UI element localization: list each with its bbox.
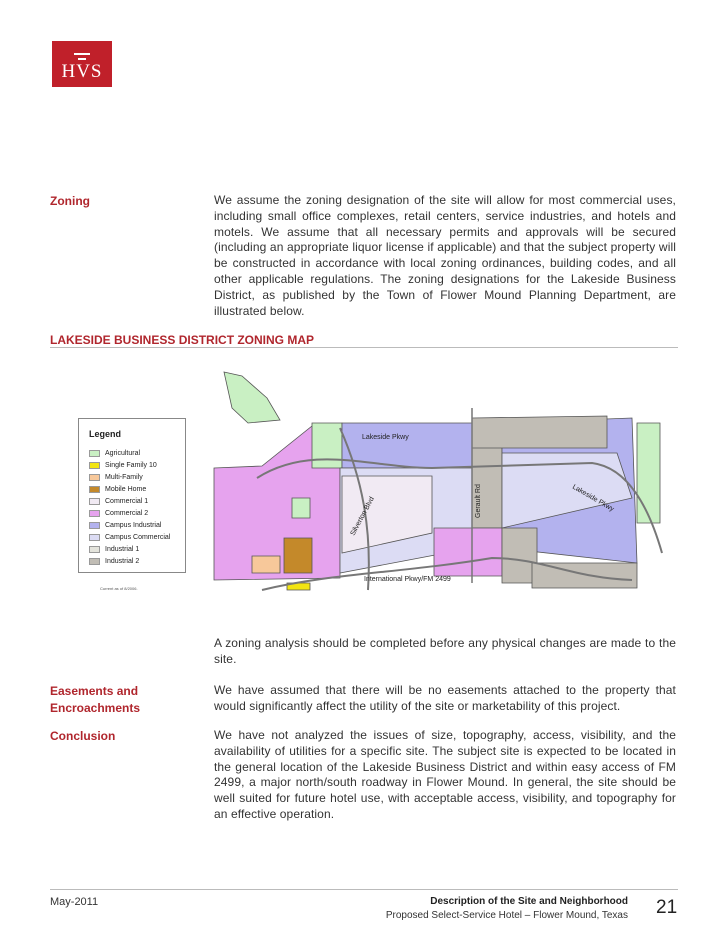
legend-item [89,449,140,457]
map-section-title: LAKESIDE BUSINESS DISTRICT ZONING MAP [50,333,315,347]
easements-label-line2: Encroachments [50,701,141,715]
label-lakeside-pkwy: Lakeside Pkwy [362,434,409,441]
legend-item [89,509,148,517]
legend-label: Commercial 1 [105,497,149,505]
legend-item [89,473,143,481]
logo-bar [74,53,90,55]
map-industrial2-south [532,563,637,588]
legend-label: Commercial 2 [105,509,149,517]
page-number: 21 [656,897,678,918]
legend-swatch [89,510,100,517]
legend-label: Single Family 10 [105,461,157,469]
legend-label: Campus Commercial [105,533,171,541]
map-agricultural-small [292,498,310,518]
legend-item [89,497,148,505]
legend-swatch [89,462,100,469]
legend-label: Industrial 1 [105,545,140,553]
map-mobile-home [284,538,312,573]
map-industrial2-east [472,416,607,448]
label-international-pkwy: International Pkwy/FM 2499 [364,576,451,583]
zoning-paragraph: We assume the zoning designation of the site will allow for most commercial uses, including small office complexes, retail centers, service industries, and hotels and motels. We assume that all necessary permits and approvals will be secured (including an appropriate liquor license if applicable) and that the subject property will be constructed in accordance with local zoning ordinances, building codes, and all other applicable regulations. The zoning designations for the Lakeside Business District, as published by the Town of Flower Mound Planning Department, are illustrated below. [214,193,676,318]
legend-label: Agricultural [105,449,141,457]
legend-swatch [89,522,100,529]
legend-item [89,485,146,493]
legend-swatch [89,486,100,493]
legend-label: Mobile Home [105,485,147,493]
footer-divider [50,889,678,890]
map-agricultural-east [637,423,660,523]
easements-paragraph: We have assumed that there will be no easements attached to the property that would significantly affect the utility of the site or marketability of this project. [214,683,676,713]
footer-subtitle: Proposed Select-Service Hotel – Flower Mound, Texas [385,910,628,921]
footer-title: Description of the Site and Neighborhood [430,896,628,907]
legend-swatch [89,498,100,505]
legend-label: Multi-Family [105,473,143,481]
hvs-logo [52,41,112,87]
legend-item [89,557,139,565]
legend-swatch [89,558,100,565]
map-multi-family [252,556,280,573]
logo-bar-small [78,58,86,60]
map-legend [78,418,186,573]
conclusion-paragraph: We have not analyzed the issues of size, topography, access, visibility, and the availability of utilities for a specific site. The subject site is expected to be located in the general location of the Lakeside Business District and within easy access of FM 2499, a major north/south roadway in Flower Mound. In general, the site should be well suited for future hotel use, with acceptable access, visibility, and topography for an effective operation. [214,728,676,821]
label-gerault-rd: Gerault Rd [475,484,482,518]
label-lakeside-pkwy-east: Lakeside Pkwy [571,483,615,514]
easements-label-line1: Easements and [50,684,139,698]
label-silverton-blvd: Silverton Blvd [349,495,376,537]
legend-item [89,533,170,541]
logo-text: HVS [61,61,103,82]
legend-item [89,545,139,553]
zoning-label: Zoning [50,194,90,208]
legend-title: Legend [89,429,122,439]
legend-item [89,521,161,529]
footer-date: May-2011 [50,896,99,908]
conclusion-label: Conclusion [50,729,116,743]
legend-item [89,461,157,469]
legend-label: Industrial 2 [105,557,140,565]
legend-swatch [89,546,100,553]
legend-swatch [89,474,100,481]
legend-label: Campus Industrial [105,521,162,529]
map-agricultural-mid [312,423,342,468]
legend-swatch [89,450,100,457]
map-commercial2-south [434,528,502,576]
legend-swatch [89,534,100,541]
section-divider [50,347,678,348]
map-footnote: Current as of 8/2006. [100,586,138,591]
easements-label [50,683,140,717]
zoning-analysis-paragraph: A zoning analysis should be completed before any physical changes are made to the site. [214,636,676,666]
